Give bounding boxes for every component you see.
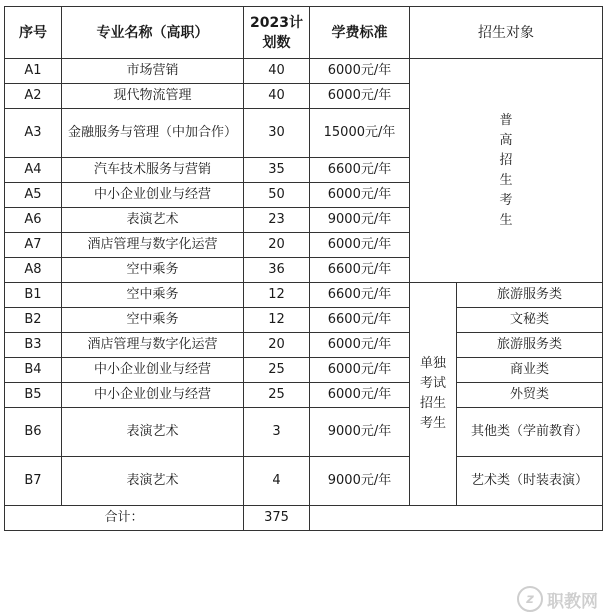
site-watermark: [517, 586, 598, 612]
cell-name: 汽车技术服务与营销: [62, 158, 244, 183]
cell-name: 表演艺术: [62, 408, 244, 457]
cell-fee: 6000元/年: [310, 183, 410, 208]
cell-name: 空中乘务: [62, 283, 244, 308]
cell-no: B4: [5, 358, 62, 383]
cell-fee: 6600元/年: [310, 258, 410, 283]
single-label-part: 考生: [419, 416, 446, 431]
cell-fee: 6000元/年: [310, 333, 410, 358]
cell-name: 现代物流管理: [62, 84, 244, 109]
table-row: [5, 283, 603, 308]
cell-plan: 3: [244, 408, 310, 457]
cell-no: A7: [5, 233, 62, 258]
general-label-char: 普: [499, 112, 513, 128]
cell-name: 中小企业创业与经营: [62, 383, 244, 408]
cell-plan: 20: [244, 233, 310, 258]
general-label-char: 生: [499, 172, 513, 188]
cell-no: B3: [5, 333, 62, 358]
cell-no: A3: [5, 109, 62, 158]
cell-name: 市场营销: [62, 59, 244, 84]
cell-category: 艺术类（时装表演）: [457, 457, 603, 506]
cell-fee: 6000元/年: [310, 358, 410, 383]
cell-no: A4: [5, 158, 62, 183]
table-row: [5, 308, 603, 333]
cell-name: 空中乘务: [62, 308, 244, 333]
cell-no: B6: [5, 408, 62, 457]
cell-plan: 40: [244, 84, 310, 109]
general-label-char: 生: [499, 212, 513, 228]
cell-plan: 25: [244, 383, 310, 408]
cell-no: A6: [5, 208, 62, 233]
header-major-name: 专业名称（高职）: [62, 7, 244, 59]
general-label-char: 考: [499, 192, 513, 208]
cell-category: 旅游服务类: [457, 333, 603, 358]
cell-no: A5: [5, 183, 62, 208]
cell-plan: 12: [244, 283, 310, 308]
cell-fee: 9000元/年: [310, 208, 410, 233]
watermark-text: 职教网: [547, 591, 598, 612]
cell-plan: 35: [244, 158, 310, 183]
table-row: [5, 358, 603, 383]
cell-fee: 9000元/年: [310, 457, 410, 506]
table-row: [5, 457, 603, 506]
cell-plan: 20: [244, 333, 310, 358]
general-admission-group-label: [410, 59, 603, 283]
cell-fee: 9000元/年: [310, 408, 410, 457]
cell-name: 酒店管理与数字化运营: [62, 233, 244, 258]
cell-no: B5: [5, 383, 62, 408]
cell-name: 空中乘务: [62, 258, 244, 283]
cell-category: 文秘类: [457, 308, 603, 333]
cell-fee: 6600元/年: [310, 283, 410, 308]
cell-no: B2: [5, 308, 62, 333]
cell-name: 金融服务与管理（中加合作）: [62, 109, 244, 158]
table-header-row: [5, 7, 603, 59]
table-row: [5, 59, 603, 84]
cell-category: 其他类（学前教育）: [457, 408, 603, 457]
general-label-char: 高: [499, 132, 513, 148]
table-row: [5, 333, 603, 358]
cell-fee: 15000元/年: [310, 109, 410, 158]
total-empty-cell: [310, 506, 603, 531]
total-label: 合计：: [5, 506, 244, 531]
cell-plan: 40: [244, 59, 310, 84]
cell-fee: 6000元/年: [310, 84, 410, 109]
cell-fee: 6600元/年: [310, 158, 410, 183]
cell-no: A2: [5, 84, 62, 109]
cell-plan: 12: [244, 308, 310, 333]
cell-plan: 36: [244, 258, 310, 283]
header-plan-count: 2023计划数: [244, 7, 310, 59]
cell-category: 外贸类: [457, 383, 603, 408]
watermark-logo-icon: z: [517, 586, 543, 612]
total-row: [5, 506, 603, 531]
header-serial-no: 序号: [5, 7, 62, 59]
cell-no: B1: [5, 283, 62, 308]
single-label-part: 考试: [419, 376, 446, 391]
cell-name: 中小企业创业与经营: [62, 358, 244, 383]
cell-name: 酒店管理与数字化运营: [62, 333, 244, 358]
cell-category: 旅游服务类: [457, 283, 603, 308]
cell-no: A8: [5, 258, 62, 283]
cell-category: 商业类: [457, 358, 603, 383]
cell-name: 表演艺术: [62, 457, 244, 506]
cell-plan: 50: [244, 183, 310, 208]
single-label-part: 招生: [419, 396, 446, 411]
cell-no: A1: [5, 59, 62, 84]
cell-fee: 6000元/年: [310, 233, 410, 258]
table-row: [5, 408, 603, 457]
single-exam-group-label: [410, 283, 457, 506]
single-label-part: 单独: [419, 356, 446, 371]
cell-fee: 6600元/年: [310, 308, 410, 333]
header-tuition: 学费标准: [310, 7, 410, 59]
cell-plan: 4: [244, 457, 310, 506]
cell-name: 表演艺术: [62, 208, 244, 233]
header-target: 招生对象: [410, 7, 603, 59]
cell-fee: 6000元/年: [310, 59, 410, 84]
table-row: [5, 383, 603, 408]
cell-plan: 23: [244, 208, 310, 233]
enrollment-plan-table: [4, 6, 603, 531]
cell-fee: 6000元/年: [310, 383, 410, 408]
cell-no: B7: [5, 457, 62, 506]
cell-plan: 25: [244, 358, 310, 383]
total-plan: 375: [244, 506, 310, 531]
general-label-char: 招: [499, 152, 513, 168]
cell-name: 中小企业创业与经营: [62, 183, 244, 208]
cell-plan: 30: [244, 109, 310, 158]
